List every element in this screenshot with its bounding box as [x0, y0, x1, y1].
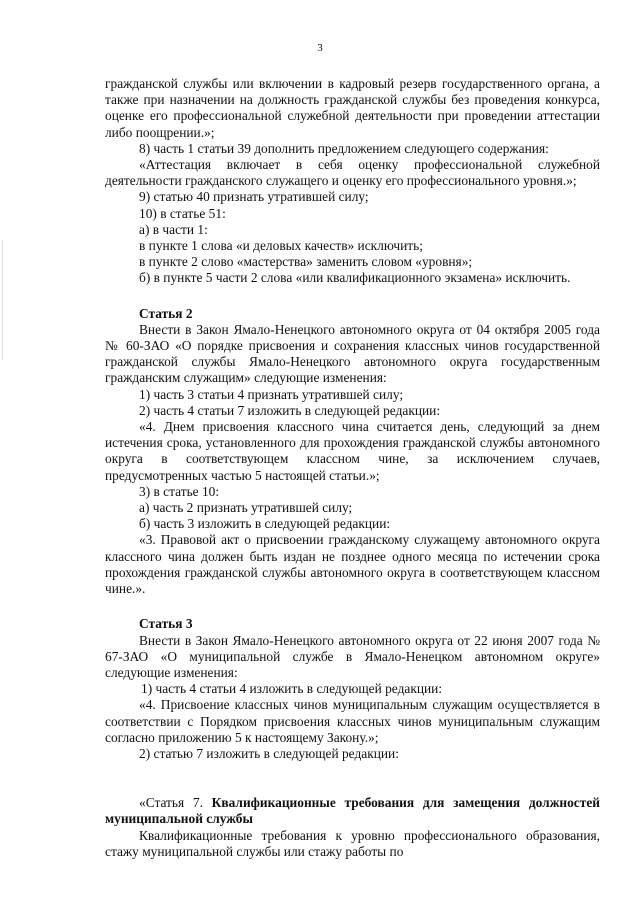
paragraph: а) в части 1:	[139, 221, 208, 237]
paragraph: а) часть 2 признать утратившей силу;	[139, 500, 353, 516]
paragraph: 9) статью 40 признать утратившей силу;	[139, 189, 369, 205]
paragraph: 2) часть 4 статьи 7 изложить в следующей редакции:	[139, 402, 441, 418]
paragraph: 2) статью 7 изложить в следующей редакции:	[139, 745, 399, 761]
paragraph: в пункте 2 слово «мастерства» заменить словом «уровня»;	[139, 254, 473, 270]
article-7-title: Квалификационные требования для замещения должностей муниципальной службы	[105, 795, 600, 827]
scan-edge-mark	[2, 240, 3, 360]
paragraph: «Аттестация включает в себя оценку профессиональной служебной деятельности гражданского служащего и оценку его профессионального уровня.»;	[105, 157, 600, 189]
paragraph: «4. Днем присвоения классного чина считается день, следующий за днем истечения срока, установленного для прохождения гражданской службы автономного округа в соответствующем классном чине, за исключением случаев, предусмотренных частью 5 настоящей статьи.»;	[105, 419, 600, 483]
page-number: 3	[317, 42, 323, 54]
paragraph: б) часть 3 изложить в следующей редакции:	[139, 516, 391, 532]
paragraph: 1) часть 3 статьи 4 признать утратившей силу;	[139, 386, 404, 402]
paragraph: «4. Присвоение классных чинов муниципальным служащим осуществляется в соответствии с Порядком присвоения классных чинов муниципальным служащим согласно приложению 5 к настоящему Закону.»;	[105, 697, 600, 745]
paragraph: 10) в статье 51:	[139, 205, 226, 221]
paragraph: б) в пункте 5 части 2 слова «или квалификационного экзамена» исключить.	[139, 270, 571, 286]
paragraph: «3. Правовой акт о присвоении гражданскому служащему автономного округа классного чина должен быть издан не позднее одного месяца по истечении срока прохождения гражданской службы автономного округа в соответствующем классном чине.».	[105, 532, 600, 597]
paragraph: гражданской службы или включении в кадровый резерв государственного органа, а также при назначении на должность гражданской службы без проведения конкурса, оценке его профессиональной служебной деятельности при проведении аттестации либо поощрении.»;	[105, 76, 600, 140]
article-7-heading	[105, 795, 600, 827]
paragraph: 1) часть 4 статьи 4 изложить в следующей редакции:	[141, 681, 443, 697]
article-2-heading: Статья 2	[139, 305, 193, 321]
paragraph: 3) в статье 10:	[139, 483, 220, 499]
paragraph: 8) часть 1 статьи 39 дополнить предложением следующего содержания:	[139, 140, 549, 156]
document-body	[105, 76, 600, 860]
paragraph: Квалификационные требования к уровню профессионального образования, стажу муниципальной службы или стажу работы по	[105, 827, 600, 859]
paragraph: Внести в Закон Ямало-Ненецкого автономного округа от 04 октября 2005 года № 60-ЗАО «О порядке присвоения и сохранения классных чинов государственной гражданской службы Ямало-Ненецкого автономного округа государственным гражданским служащим» следующие изменения:	[105, 321, 600, 386]
article-7-prefix: «Статья 7.	[139, 795, 212, 811]
paragraph: Внести в Закон Ямало-Ненецкого автономного округа от 22 июня 2007 года № 67-ЗАО «О муниципальной службе в Ямало-Ненецком автономном округе» следующие изменения:	[105, 632, 600, 680]
article-3-heading: Статья 3	[139, 616, 193, 632]
paragraph: в пункте 1 слова «и деловых качеств» исключить;	[139, 238, 423, 254]
